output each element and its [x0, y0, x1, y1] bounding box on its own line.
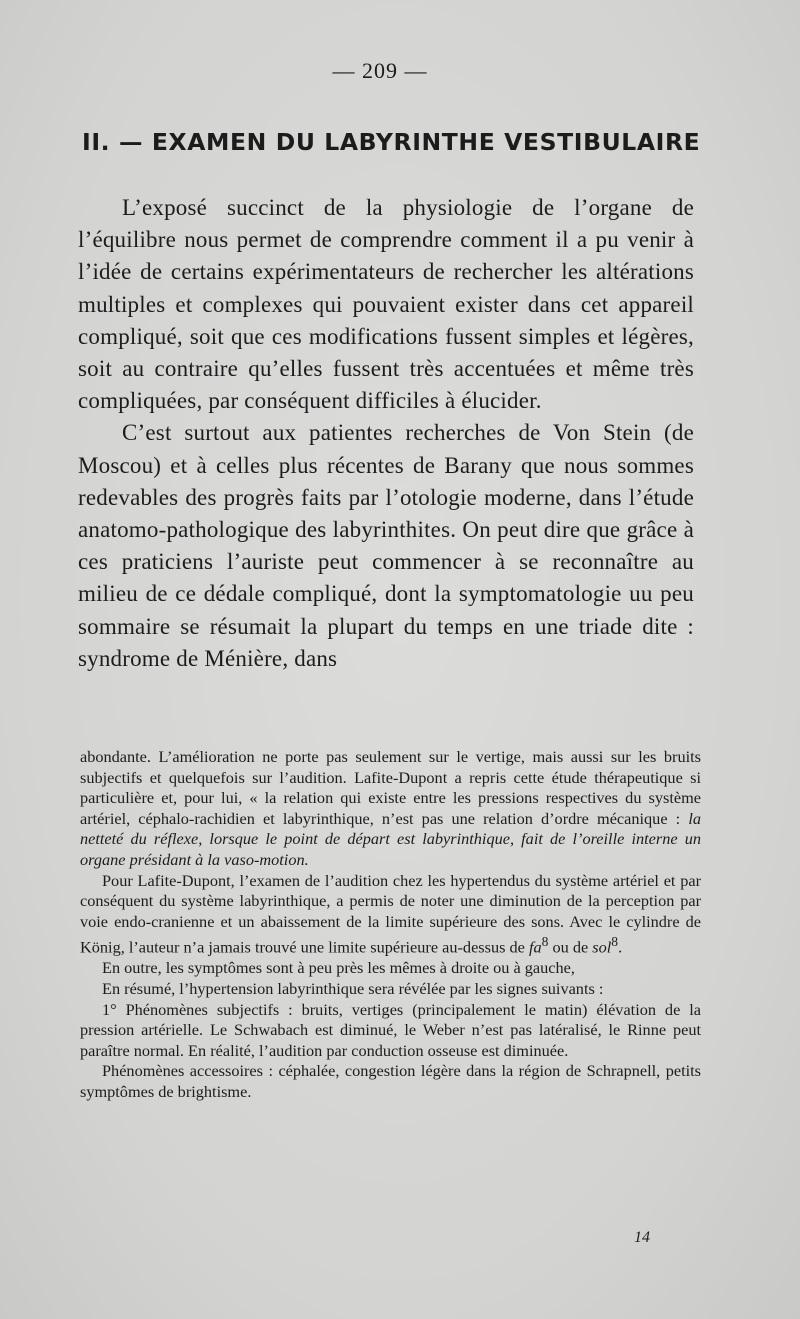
footnote-text: . — [618, 937, 623, 957]
footnote-paragraph: 1° Phénomènes subjectifs : bruits, vertiges (principalement le matin) élévation de la pression artérielle. Le Schwabach est diminué, le Weber n’est pas latéralisé, le Rinne peut paraître normal. En réalité, l’audition par conduction osseuse est diminuée. — [80, 999, 701, 1060]
footnotes — [80, 747, 701, 1103]
footnote-paragraph: En résumé, l’hypertension labyrinthique sera révélée par les signes suivants : — [102, 978, 604, 998]
footnote-paragraph: En outre, les symptômes sont à peu près les mêmes à droite ou à gauche, — [102, 958, 575, 978]
note-fa-superscript: 8 — [541, 934, 549, 950]
body-text — [78, 192, 694, 675]
footnote-paragraph: Phénomènes accessoires : céphalée, congestion légère dans la région de Schrapnell, petits symptômes de brightisme. — [80, 1061, 701, 1101]
paragraph: C’est surtout aux patientes recherches de Von Stein (de Moscou) et à celles plus récentes de Barany que nous sommes redevables des progrès faits par l’otologie moderne, dans l’étude anatomo-pathologique des labyrinthites. On peut dire que grâce à ces praticiens l’auriste peut commencer à se reconnaître au milieu de ce dédale compliqué, dont la symptomatologie uu peu sommaire se résumait la plupart du temps en une triade dite : syndrome de Ménière, dans — [78, 420, 694, 671]
footnote-paragraph — [80, 747, 701, 871]
note-sol: sol — [592, 937, 612, 957]
paragraph: L’exposé succinct de la physiologie de l’organe de l’équilibre nous permet de comprendre comment il a pu venir à l’idée de certains expérimentateurs de rechercher les altérations multiples et complexes qui pouvaient exister dans cet appareil compliqué, soit que ces modifications fussent simples et légères, soit au contraire qu’elles fussent très accentuées et même très compliquées, par conséquent difficiles à élucider. — [78, 195, 694, 414]
footnote-italic-text: la netteté du réflexe, lorsque le point de départ est labyrinthique, fait de l’oreille interne un organe présidant à la vaso-motion. — [80, 808, 701, 869]
footnote-text: Pour Lafite-Dupont, l’examen de l’audition chez les hypertendus du système artériel et par conséquent du système labyrinthique, a permis de noter une diminution de la perception par voie endo-cranienne et un abaissement de la limite supérieure des sons. Avec le cylindre de König, l’auteur n’a jamais trouvé une limite supérieure au-dessus de — [80, 870, 701, 957]
footnote-text: ou de — [548, 937, 593, 957]
section-heading: II. — EXAMEN DU LABYRINTHE VESTIBULAIRE — [82, 128, 701, 156]
signature-mark: 14 — [634, 1229, 650, 1246]
footnote-text: abondante. L’amélioration ne porte pas seulement sur le vertige, mais aussi sur les bruits subjectifs et quelquefois sur l’audition. Lafite-Dupont a repris cette étude thérapeutique si particulière et, pour lui, « la relation qui existe entre les pressions respectives du système artériel, céphalo-rachidien et labyrinthique, n’est pas une relation d’ordre mécanique : — [80, 747, 701, 828]
footnote-paragraph — [80, 871, 701, 959]
page-number: — 209 — — [332, 58, 428, 83]
note-fa: fa — [528, 937, 542, 957]
note-sol-superscript: 8 — [611, 934, 619, 950]
